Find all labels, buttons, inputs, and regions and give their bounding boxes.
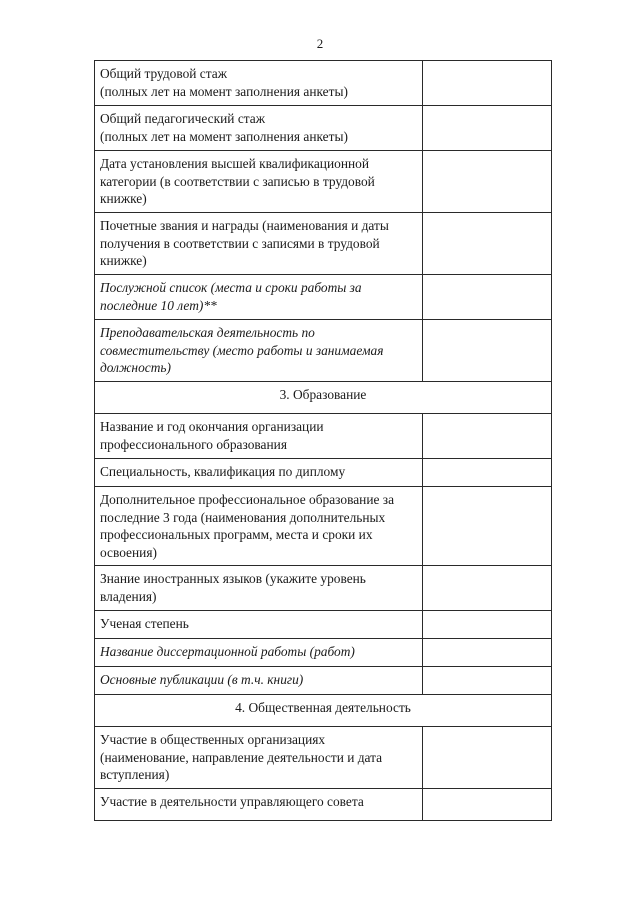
field-label: Ученая степень <box>95 611 423 639</box>
form-field-row <box>95 789 552 821</box>
field-label: Дополнительное профессиональное образование за последние 3 года (наименования дополнительных профессиональных программ, места и сроки их освоения) <box>95 487 423 566</box>
form-field-row <box>95 667 552 695</box>
field-value-cell[interactable] <box>423 151 552 213</box>
field-value-cell[interactable] <box>423 639 552 667</box>
form-field-row <box>95 611 552 639</box>
section-header-row <box>95 382 552 414</box>
questionnaire-rows <box>95 61 552 821</box>
form-field-row <box>95 61 552 106</box>
form-field-row <box>95 414 552 459</box>
field-label: Основные публикации (в т.ч. книги) <box>95 667 423 695</box>
page-number: 2 <box>316 36 324 51</box>
field-label: Участие в деятельности управляющего совета <box>95 789 423 821</box>
field-value-cell[interactable] <box>423 213 552 275</box>
field-value-cell[interactable] <box>423 459 552 487</box>
field-value-cell[interactable] <box>423 320 552 382</box>
field-label: Участие в общественных организациях (наименование, направление деятельности и дата вступления) <box>95 727 423 789</box>
field-value-cell[interactable] <box>423 566 552 611</box>
field-label: Название и год окончания организации профессионального образования <box>95 414 423 459</box>
form-field-row <box>95 727 552 789</box>
questionnaire-table <box>94 60 552 821</box>
field-label: Дата установления высшей квалификационной категории (в соответствии с записью в трудовой книжке) <box>95 151 423 213</box>
field-value-cell[interactable] <box>423 789 552 821</box>
field-value-cell[interactable] <box>423 487 552 566</box>
form-field-row <box>95 459 552 487</box>
field-value-cell[interactable] <box>423 275 552 320</box>
form-field-row <box>95 487 552 566</box>
field-label: Послужной список (места и сроки работы за последние 10 лет)** <box>95 275 423 320</box>
form-field-row <box>95 151 552 213</box>
form-field-row <box>95 320 552 382</box>
field-value-cell[interactable] <box>423 727 552 789</box>
form-field-row <box>95 639 552 667</box>
form-field-row <box>95 566 552 611</box>
form-field-row <box>95 275 552 320</box>
field-value-cell[interactable] <box>423 61 552 106</box>
field-label: Общий педагогический стаж (полных лет на момент заполнения анкеты) <box>95 106 423 151</box>
field-value-cell[interactable] <box>423 106 552 151</box>
field-label: Название диссертационной работы (работ) <box>95 639 423 667</box>
field-label: Общий трудовой стаж (полных лет на момент заполнения анкеты) <box>95 61 423 106</box>
field-value-cell[interactable] <box>423 611 552 639</box>
form-field-row <box>95 106 552 151</box>
field-label: Специальность, квалификация по диплому <box>95 459 423 487</box>
field-label: Преподавательская деятельность по совместительству (место работы и занимаемая должность) <box>95 320 423 382</box>
field-value-cell[interactable] <box>423 667 552 695</box>
field-label: Знание иностранных языков (укажите уровень владения) <box>95 566 423 611</box>
field-label: Почетные звания и награды (наименования и даты получения в соответствии с записями в трудовой книжке) <box>95 213 423 275</box>
form-field-row <box>95 213 552 275</box>
section-title: 4. Общественная деятельность <box>95 695 552 727</box>
section-title: 3. Образование <box>95 382 552 414</box>
field-value-cell[interactable] <box>423 414 552 459</box>
section-header-row <box>95 695 552 727</box>
